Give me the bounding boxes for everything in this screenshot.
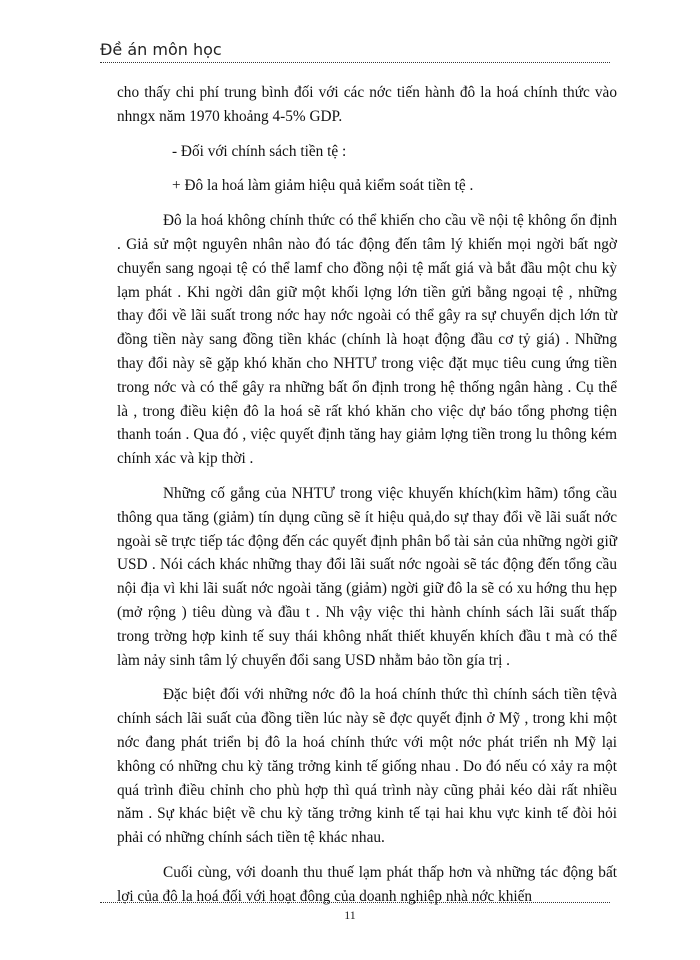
paragraph-official-dollarization: Đặc biệt đối với những nớc đô la hoá chính thức thì chính sách tiền tệvà chính sách lãi suất của đồng tiền lúc này sẽ đợc quyết định ở Mỹ , trong khi một nớc đang phát triển bị đô la hoá chính thức với một nớc phát triển nh Mỹ lại không có những chu kỳ tăng trởng kinh tế giống nhau . Do đó nếu có xảy ra một quá trình điều chỉnh cho phù hợp thì quá trình này cũng phải kéo dài rất nhiều năm . Sự khác biệt về chu kỳ tăng trởng kinh tế tại hai khu vực kinh tế đòi hỏi phải có những chính sách tiền tệ khác nhau. bbox=[117, 686, 617, 847]
header-divider bbox=[100, 62, 610, 63]
document-body bbox=[117, 81, 617, 920]
paragraph-unofficial-dollarization: Đô la hoá không chính thức có thể khiến cho cầu về nội tệ không ổn định . Giả sử một nguyên nhân nào đó tác động đến tâm lý khiến mọi ngời bất ngờ chuyển sang ngoại tệ có thể lamf cho đồng nội tệ mất giá và bắt đầu một chu kỳ lạm phát . Khi ngời dân giữ một khối lợng lớn tiền gửi bằng ngoại tệ , những thay đổi về lãi suất trong nớc hay nớc ngoài có thể gây ra sự chuyển dịch lớn từ đồng tiền này sang đồng tiền khác (chính là hoạt động đầu cơ tỷ giá) . Những thay đổi này sẽ gặp khó khăn cho NHTƯ trong việc đặt mục tiêu cung ứng tiền trong nớc và có thể gây ra những bất ổn định trong hệ thống ngân hàng . Cụ thể là , trong điều kiện đô la hoá sẽ rất khó khăn cho việc dự báo tổng phơng tiện thanh toán . Qua đó , việc quyết định tăng hay giảm lợng tiền trong lu thông kém chính xác và kịp thời . bbox=[117, 212, 617, 468]
paragraph-finally: Cuối cùng, với doanh thu thuế lạm phát thấp hơn và những tác động bất lợi của đô la hoá đối với hoạt đông của doanh nghiệp nhà nớc khiến bbox=[117, 863, 617, 905]
bullet-monetary-policy: - Đối với chính sách tiền tệ : bbox=[172, 142, 347, 160]
bullet-control-efficiency: + Đô la hoá làm giảm hiệu quả kiểm soát tiền tệ . bbox=[172, 177, 474, 195]
paragraph-central-bank-efforts: Những cố gắng của NHTƯ trong việc khuyến khích(kìm hãm) tổng cầu thông qua tăng (giảm) tín dụng cũng sẽ ít hiệu quả,do sự thay đổi về lãi suất nớc ngoài sẽ trực tiếp tác động đến các quyết định phân bổ tài sản của những ngời giữ USD . Nói cách khác những thay đổi lãi suất nớc ngoài sẽ tác động đến tổng cầu nội địa vì khi lãi suất nớc ngoài tăng (giảm) ngời giữ đô la sẽ có xu hớng thu hẹp (mở rộng ) tiêu dùng và đầu t . Nh vậy việc thi hành chính sách lãi suất thấp trong trờng hợp kinh tế suy thái không nhất thiết khuyến khích đầu t mà có thể làm nảy sinh tâm lý chuyển đổi sang USD nhằm bảo tồn gía trị . bbox=[117, 484, 617, 669]
paragraph-lead: cho thấy chi phí trung bình đối với các nớc tiến hành đô la hoá chính thức vào nhngx năm 1970 khoảng 4-5% GDP. bbox=[117, 84, 617, 125]
footer-divider bbox=[100, 902, 610, 903]
page-header-title: Đề án môn học bbox=[100, 40, 222, 59]
page-number: 11 bbox=[344, 908, 356, 922]
